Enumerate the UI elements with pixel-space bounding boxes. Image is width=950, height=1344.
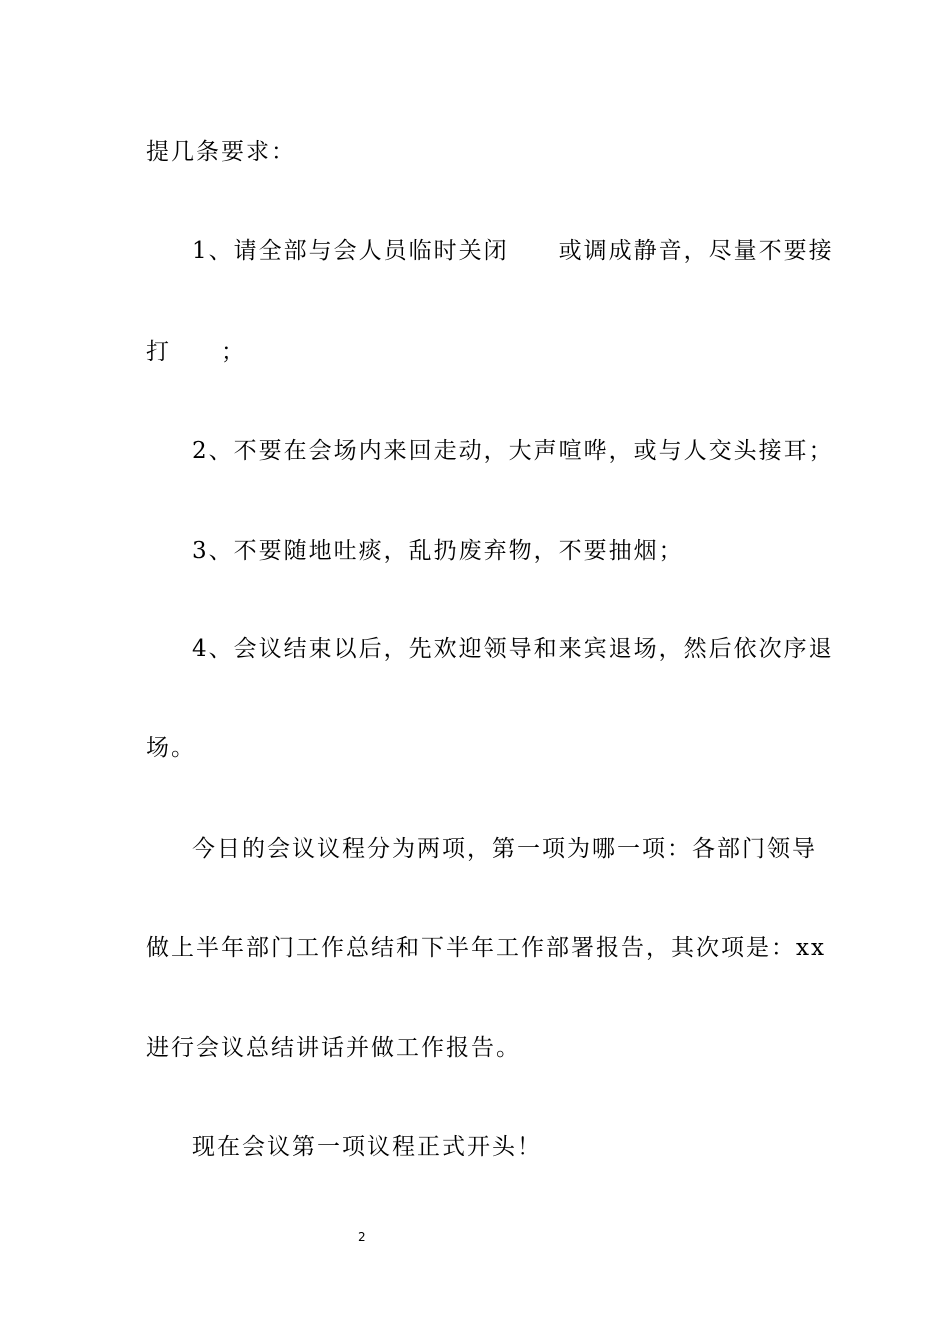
agenda-start-line: 现在会议第一项议程正式开头！ [192,1134,542,1160]
requirement-2-line: 2、不要在会场内来回走动，大声喧哗，或与人交头接耳； [192,438,834,464]
agenda-line-2: 做上半年部门工作总结和下半年工作部署报告，其次项是：xx [146,935,826,961]
page-number: 2 [358,1230,366,1244]
intro-line: 提几条要求： [146,139,296,165]
agenda-line-1: 今日的会议议程分为两项，第一项为哪一项：各部门领导 [192,836,817,862]
requirement-4-line-2: 场。 [146,735,196,761]
requirement-1-line-2: 打 ； [146,339,246,365]
requirement-4-line-1: 4、会议结束以后，先欢迎领导和来宾退场，然后依次序退 [192,636,834,662]
requirement-1-line-1: 1、请全部与会人员临时关闭 或调成静音，尽量不要接 [192,238,834,264]
requirement-3-line: 3、不要随地吐痰，乱扔废弃物，不要抽烟； [192,538,684,564]
agenda-line-3: 进行会议总结讲话并做工作报告。 [146,1035,521,1061]
